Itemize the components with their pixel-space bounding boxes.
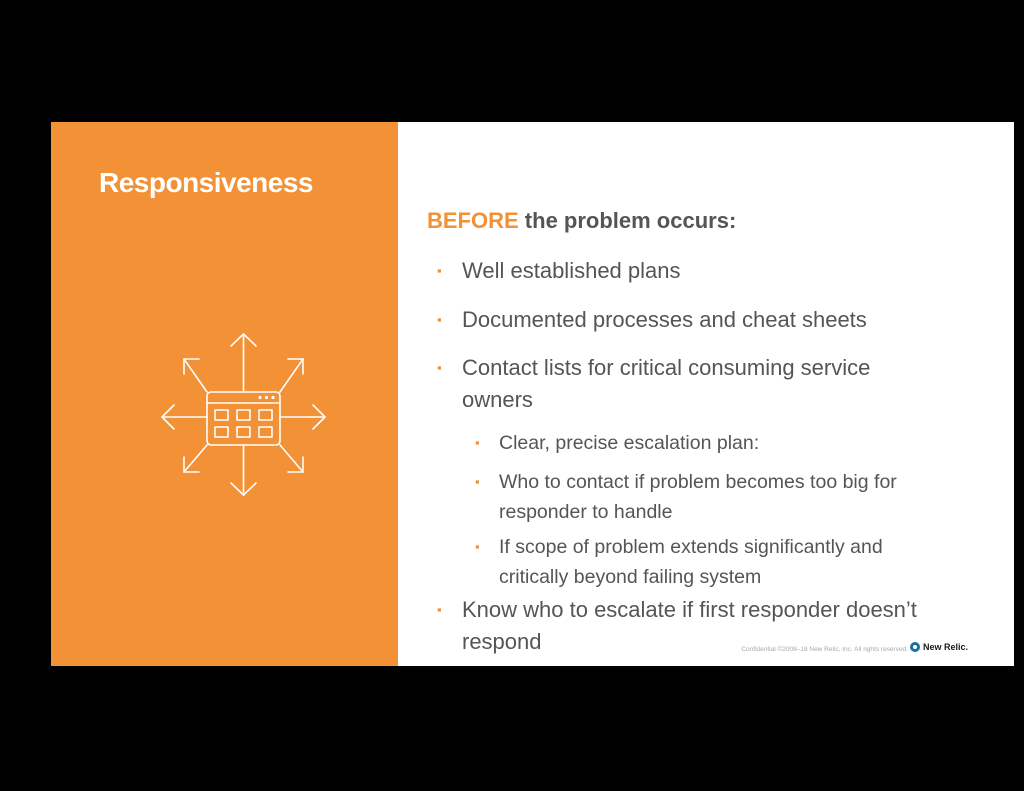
new-relic-logo-icon bbox=[910, 642, 920, 652]
footer-copyright: Confidential ©2008–18 New Relic, Inc. All rights reserved. bbox=[741, 646, 908, 653]
slide-title: Responsiveness bbox=[99, 167, 313, 198]
bullet-text: Know who to escalate if first responder doesn’t respond bbox=[462, 597, 917, 654]
bullet-text: Contact lists for critical consuming service owners bbox=[462, 355, 871, 412]
bullet-text: If scope of problem extends significantly and critically beyond failing system bbox=[499, 536, 883, 588]
bullet-marker: ▪ bbox=[437, 312, 442, 327]
bullet-item bbox=[437, 304, 867, 336]
bullet-marker: ▪ bbox=[437, 602, 442, 617]
bullet-item bbox=[437, 352, 917, 416]
bullet-marker: ▪ bbox=[437, 360, 442, 375]
new-relic-logo bbox=[910, 642, 968, 652]
sub-bullet-item bbox=[475, 428, 759, 458]
sub-bullet-item bbox=[475, 467, 935, 527]
bullet-marker: ▪ bbox=[475, 474, 480, 489]
bullet-item bbox=[437, 255, 681, 287]
left-panel bbox=[51, 122, 398, 666]
expand-arrows-window-icon bbox=[156, 327, 331, 502]
bullet-marker: ▪ bbox=[437, 263, 442, 278]
heading-accent: BEFORE bbox=[427, 208, 519, 233]
bullet-text: Clear, precise escalation plan: bbox=[499, 432, 760, 454]
slide bbox=[51, 122, 1014, 666]
bullet-text: Who to contact if problem becomes too big for responder to handle bbox=[499, 471, 897, 523]
heading-rest: the problem occurs: bbox=[518, 208, 737, 233]
section-heading bbox=[427, 208, 736, 234]
bullet-text: Well established plans bbox=[462, 258, 681, 283]
bullet-marker: ▪ bbox=[475, 539, 480, 554]
bullet-text: Documented processes and cheat sheets bbox=[462, 307, 867, 332]
sub-bullet-item bbox=[475, 532, 945, 592]
logo-text: New Relic. bbox=[922, 642, 968, 652]
bullet-marker: ▪ bbox=[475, 435, 480, 450]
